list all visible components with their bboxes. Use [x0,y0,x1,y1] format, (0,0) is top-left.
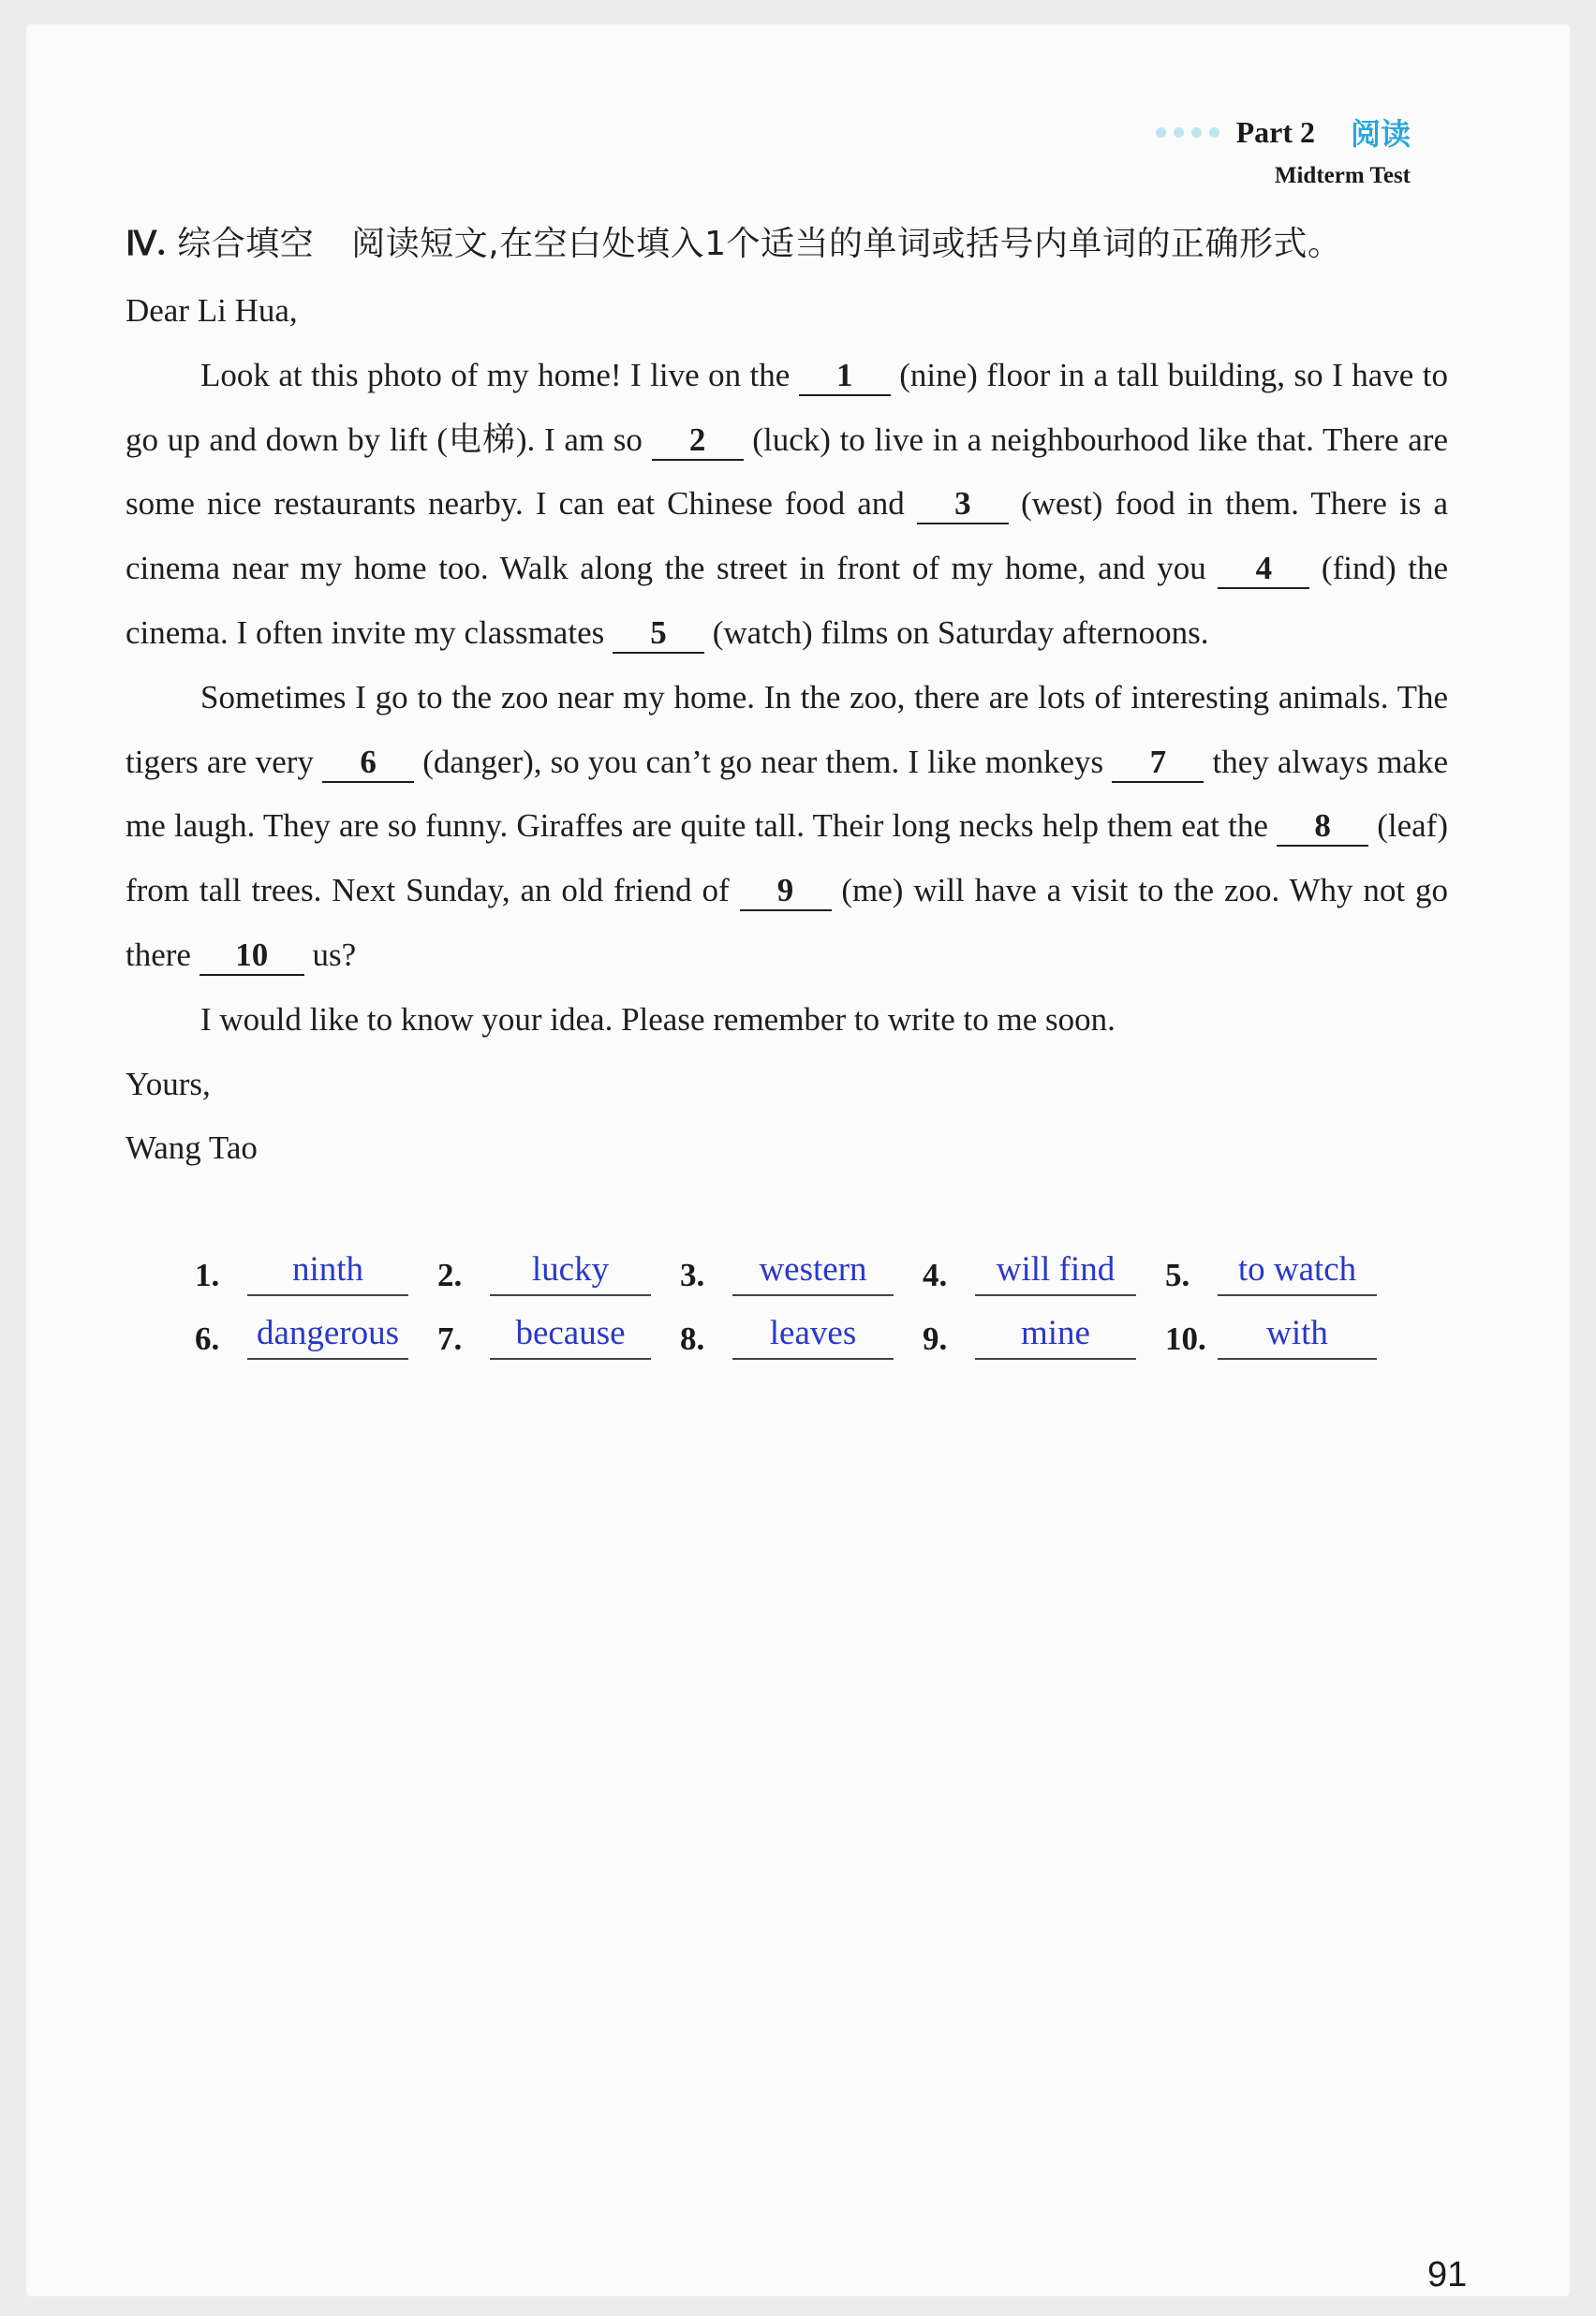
blank-1: 1 [799,357,891,396]
blank-8: 8 [1277,807,1368,847]
paragraph-2: Sometimes I go to the zoo near my home. In the zoo, there are lots of interesting animals. The tigers are very 6 (danger), so you can’t go near them. I like monkeys 7 they always make me laugh. They are so funny. Giraffes are quite tall. Their long necks help them eat the 8 (leaf) from tall trees. Next Sunday, an old friend of 9 (me) will have a visit to the zoo. Why not go there 10 us? [126,666,1448,988]
decorative-dots-icon [1156,127,1219,138]
answer-value: with [1218,1309,1377,1360]
header-subtitle: Midterm Test [1274,163,1411,188]
blank-6: 6 [322,744,414,783]
answer-item [195,1309,437,1360]
answer-number: 9. [923,1320,948,1357]
answer-number: 4. [923,1257,948,1293]
answer-number: 10. [1165,1320,1206,1357]
answer-number: 7. [437,1320,463,1357]
answer-item [437,1309,680,1360]
answer-value: dangerous [247,1309,408,1360]
answer-item [437,1246,680,1296]
blank-9: 9 [740,872,832,911]
answer-number: 1. [195,1257,220,1293]
answer-item [680,1309,923,1360]
answer-number: 6. [195,1320,220,1357]
answer-key [195,1232,1412,1360]
letter-greeting: Dear Li Hua, [126,292,298,329]
section-heading [126,217,1342,265]
answer-value: leaves [732,1309,894,1360]
answer-value: will find [975,1246,1136,1296]
answer-value: mine [975,1309,1136,1360]
letter-closing: Yours, [126,1065,211,1102]
paragraph-1: Look at this photo of my home! I live on the 1 (nine) floor in a tall building, so I have to go up and down by lift (电梯). I am so 2 (luck) to live in a neighbourhood like that. There are some nice restaurants nearby. I can eat Chinese food and 3 (west) food in them. There is a cinema near my home too. Walk along the street in front of my home, and you 4 (find) the cinema. I often invite my classmates 5 (watch) films on Saturday afternoons. [126,344,1448,666]
running-header [1156,111,1411,189]
answer-value: lucky [490,1246,651,1296]
answer-number: 3. [680,1257,705,1293]
answer-value: to watch [1218,1246,1377,1296]
blank-7: 7 [1112,744,1204,783]
answer-number: 8. [680,1320,705,1357]
part-label: Part 2 [1235,114,1315,149]
answer-row [195,1296,1412,1360]
answer-item [195,1246,437,1296]
letter-signature: Wang Tao [126,1129,258,1167]
section-instruction: 阅读短文,在空白处填入1个适当的单词或括号内单词的正确形式。 [351,225,1342,263]
blank-10: 10 [200,937,304,976]
blank-5: 5 [613,614,704,654]
letter-body [126,279,1448,1181]
section-number: Ⅳ. [126,225,167,262]
answer-row [195,1232,1412,1296]
answer-item [680,1246,923,1296]
section-title: 综合填空 [177,225,315,263]
answer-number: 2. [437,1257,463,1293]
answer-value: because [490,1309,651,1360]
answer-item [1165,1309,1408,1360]
blank-3: 3 [917,485,1009,524]
paragraph-3: I would like to know your idea. Please remember to write to me soon. [200,1000,1116,1038]
answer-value: ninth [247,1246,408,1296]
page [26,24,1570,2296]
blank-4: 4 [1218,550,1309,589]
page-number: 91 [1427,2255,1468,2294]
part-chinese-label: 阅读 [1350,116,1411,152]
blank-2: 2 [652,421,744,461]
answer-number: 5. [1165,1257,1190,1293]
answer-item [923,1246,1165,1296]
answer-item [923,1309,1165,1360]
answer-value: western [732,1246,894,1296]
answer-item [1165,1246,1408,1296]
